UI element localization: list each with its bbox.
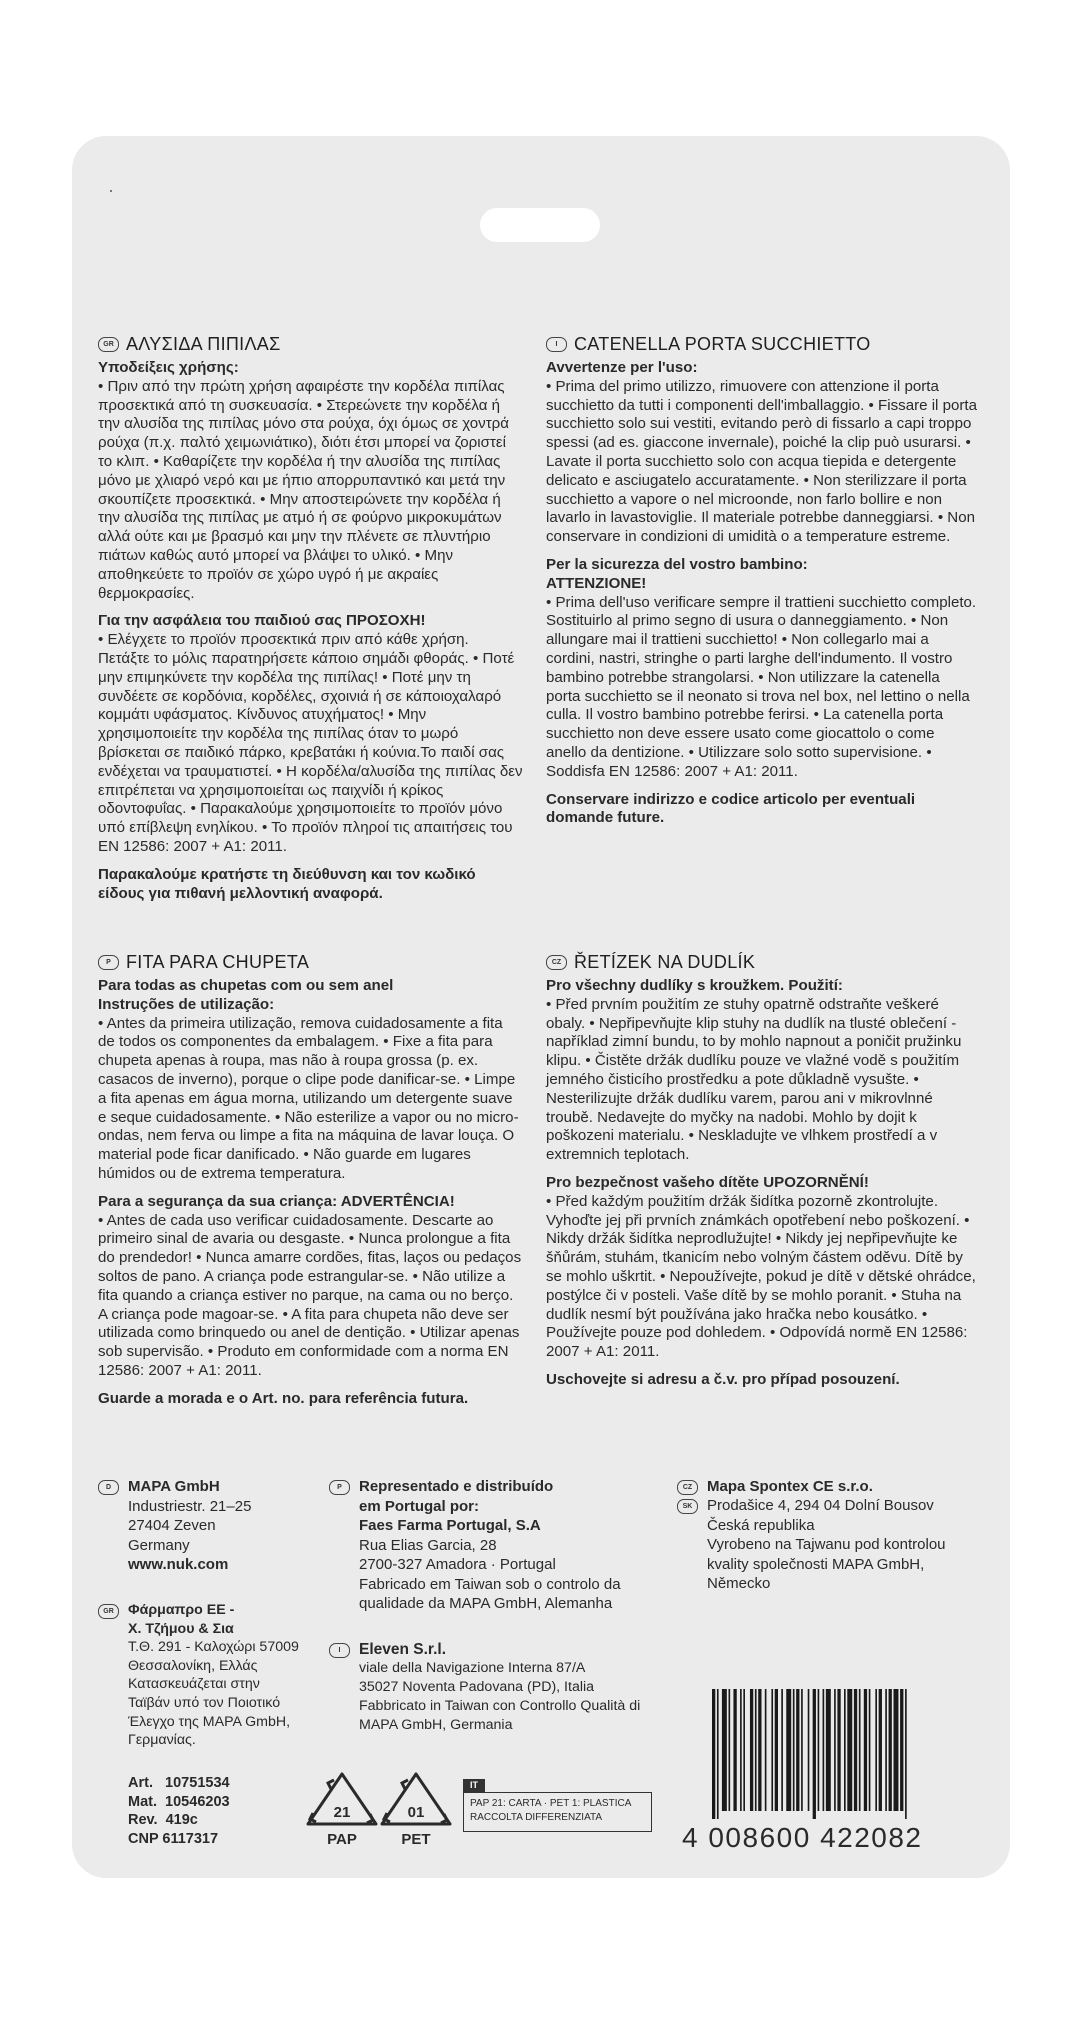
title-pt: FITA PARA CHUPETA bbox=[126, 952, 310, 972]
subtitle-it: Avvertenze per l'uso: bbox=[546, 359, 698, 376]
address-line: Industriestr. 21–25 bbox=[128, 1497, 252, 1515]
recycle-pap bbox=[304, 1770, 380, 1848]
address-line: 35027 Noventa Padovana (PD), Italia bbox=[359, 1679, 595, 1695]
safety-body-pt: • Antes de cada uso verificar cuidadosamente. Descarte ao primeiro sinal de avaria ou desgaste. • Nunca prolongue a fita do prendedor! • Nunca amarre cordões, fitas, laços ou pedaços soltos de pano. A criança pode estrangular-se. • Não utilize a fita quando a criança estiver no parque, na cama ou no berço. A criança pode magoar-se. • A fita para chupeta não deve ser utilizada como brinquedo ou anel de dentição. • Utilizar apenas sob supervisão. • Produto em conformidade com a norma EN 12586: 2007 + A1: 2011. bbox=[98, 1211, 522, 1379]
flag-cz-icon: CZ bbox=[546, 955, 567, 970]
recycling-note-line: RACCOLTA DIFFERENZIATA bbox=[470, 1812, 603, 1823]
print-speck bbox=[110, 190, 112, 192]
recycling-note-box bbox=[463, 1792, 652, 1832]
barcode-bar bbox=[813, 1689, 816, 1819]
subtitle2-pt: Instruções de utilização: bbox=[98, 995, 275, 1013]
pap-label: PAP bbox=[327, 1831, 357, 1848]
barcode-bar bbox=[786, 1689, 791, 1811]
flag-pt-address-icon: P bbox=[329, 1480, 350, 1495]
barcode-bar bbox=[894, 1689, 899, 1811]
revision-number: Rev. 419c bbox=[128, 1812, 198, 1828]
barcode-bar bbox=[900, 1689, 903, 1811]
section-title-it bbox=[546, 333, 978, 355]
website-link: www.nuk.com bbox=[128, 1556, 229, 1573]
barcode-bar bbox=[796, 1689, 799, 1811]
address-line: Θεσσαλονίκη, Ελλάς bbox=[128, 1657, 258, 1674]
barcode-bar bbox=[743, 1689, 745, 1811]
address-line: Κατασκευάζεται στην bbox=[128, 1676, 260, 1693]
body-pt: • Antes da primeira utilização, remova cuidadosamente a fita de todos os componentes da embalagem. • Fixe a fita para chupeta apenas à roupa, mas não à roupa grossa (p. ex. casacos de inverno), porque o clipe pode danificar-se. • Limpe a fita apenas em água morna, utilizando um detergente suave e seque cuidadosamente. • Não esterilize a vapor ou no micro-ondas, nem ferva ou limpe a fita na máquina de lavar louça. O material pode ficar danificado. • Não guarde em lugares húmidos ou de extrema temperatura. bbox=[98, 1014, 519, 1182]
body-it: • Prima del primo utilizzo, rimuovere con attenzione il porta succhietto da tutti i componenti dell'imballaggio. • Fissare il porta succhietto solo sui vestiti, evitando però di fissarlo a capi troppo spessi (ad es. giaccone invernale), poiché la clip può usurarsi. • Lavate il porta succhietto solo con acqua tiepida e detergente delicato e asciugatelo accuratamente. • Non sterilizzare il porta succhietto a vapore o nel microonde, non farlo bollire e non lavarlo in lavastoviglie. Il materiale potrebbe danneggiarsi. • Non conservare in condizioni di umidità o a temperature estreme. bbox=[546, 377, 978, 546]
body-gr: • Πριν από την πρώτη χρήση αφαιρέστε την κορδέλα πιπίλας προσεκτικά από τη συσκευασία. • Στερεώνετε την κορδέλα ή την αλυσίδα της πιπίλας μόνο στα ρούχα, όχι όμως σε χοντρά ρούχα (π.χ. παλτό χειμωνιάτικο), διότι έτσι μπορεί να ζοριστεί το κλιπ. • Καθαρίζετε την κορδέλα ή την αλυσίδα της πιπίλας μόνο με χλιαρό νερό και με ήπιο απορρυπαντικό και μετά την σκουπίζετε προσεκτικά. • Μην αποστειρώνετε την κορδέλα ή την αλυσίδα της πιπίλας με ατμό ή σε φούρνο μικροκυμάτων αλλά ούτε και με βρασμό και μην την πλένετε σε πλυντήριο πιάτων καθώς αυτό μπορεί να βλάψει το υλικό. • Μην αποθηκεύετε το προϊόν σε χώρο υγρό ή με ακραίες θερμοκρασίες. bbox=[98, 377, 509, 602]
barcode-bar bbox=[864, 1689, 867, 1811]
address-line: Ταϊβάν υπό τον Ποιοτικό bbox=[128, 1694, 281, 1711]
barcode-bar bbox=[755, 1689, 757, 1811]
address-line: Rua Elias Garcia, 28 bbox=[359, 1536, 497, 1554]
address-cz bbox=[682, 1477, 873, 1497]
barcode-bar bbox=[758, 1689, 761, 1811]
barcode-bar bbox=[793, 1689, 795, 1811]
it-tag: IT bbox=[463, 1779, 485, 1792]
barcode-bar bbox=[859, 1689, 861, 1811]
safety-title-it: Per la sicurezza del vostro bambino: bbox=[546, 555, 808, 573]
recycle-triangle-pet-icon bbox=[378, 1770, 454, 1828]
address-line: Česká republika bbox=[707, 1516, 815, 1534]
address-de bbox=[105, 1477, 252, 1575]
address-line: Fabricado em Taiwan sob o controlo da bbox=[359, 1575, 621, 1593]
barcode-bar bbox=[879, 1689, 882, 1811]
footer-it: Conservare indirizzo e codice articolo per eventuali domande future. bbox=[546, 790, 916, 827]
address-gr bbox=[103, 1601, 299, 1750]
address-line: viale della Navigazione Interna 87/A bbox=[359, 1660, 586, 1676]
safety-title2-it: ATTENZIONE! bbox=[546, 574, 647, 592]
cnp-number: CNP 6117317 bbox=[128, 1830, 219, 1847]
article-number: Art. 10751534 bbox=[128, 1775, 230, 1791]
flag-gr-address-icon: GR bbox=[98, 1604, 119, 1619]
recycle-pet bbox=[378, 1770, 454, 1848]
address-line: Γερμανίας. bbox=[128, 1732, 196, 1749]
address-de-company: MAPA GmbH bbox=[128, 1478, 220, 1495]
pap-code: 21 bbox=[333, 1804, 351, 1821]
title-cz: ŘETÍZEK NA DUDLÍK bbox=[574, 952, 756, 972]
barcode-icon bbox=[710, 1689, 968, 1819]
barcode-bar bbox=[740, 1689, 742, 1811]
address-line: 2700-327 Amadora · Portugal bbox=[359, 1556, 556, 1573]
safety-title-gr: Για την ασφάλεια του παιδιού σας ΠΡΟΣΟΧΗ! bbox=[98, 612, 426, 630]
section-greek bbox=[98, 333, 523, 903]
barcode-bar bbox=[775, 1689, 778, 1811]
barcode-bar bbox=[733, 1689, 736, 1811]
barcode-bar bbox=[889, 1689, 892, 1811]
subtitle-cz: Pro všechny dudlíky s kroužkem. Použití: bbox=[546, 977, 843, 994]
address-line: Τ.Θ. 291 - Καλοχώρι 57009 bbox=[128, 1639, 299, 1656]
address-gr-company: Φάρμαπρο ΕΕ - bbox=[128, 1602, 235, 1618]
footer-cz: Uschovejte si adresu a č.v. pro případ posouzení. bbox=[546, 1370, 900, 1388]
barcode-bar bbox=[834, 1689, 836, 1811]
address-line: MAPA GmbH, Germania bbox=[359, 1717, 513, 1733]
address-line: kvality společnosti MAPA GmbH, bbox=[707, 1555, 925, 1573]
address-pt-company: Faes Farma Portugal, S.A bbox=[359, 1517, 541, 1534]
safety-title-pt: Para a segurança da sua criança: ADVERTÊNCIA! bbox=[98, 1192, 455, 1210]
barcode-bar bbox=[905, 1689, 907, 1819]
address-line: Prodašice 4, 294 04 Dolní Bousov bbox=[707, 1497, 934, 1514]
barcode-bar bbox=[826, 1689, 831, 1811]
section-title-pt bbox=[98, 951, 523, 973]
title-it: CATENELLA PORTA SUCCHIETTO bbox=[574, 334, 871, 354]
barcode-bar bbox=[808, 1689, 810, 1811]
address-it-company: Eleven S.r.l. bbox=[359, 1641, 447, 1658]
section-italian bbox=[546, 333, 978, 828]
recycling-note-line: PAP 21: CARTA · PET 1: PLASTICA bbox=[470, 1798, 632, 1809]
pet-code: 01 bbox=[407, 1804, 425, 1821]
address-line: Έλεγχο της MAPA GmbH, bbox=[128, 1713, 291, 1730]
barcode-bar bbox=[771, 1689, 773, 1811]
title-gr: ΑΛΥΣΙΔΑ ΠΙΠΙΛΑΣ bbox=[126, 334, 281, 354]
hanging-hole bbox=[480, 208, 600, 242]
barcode-bar bbox=[801, 1689, 803, 1811]
pet-label: PET bbox=[401, 1831, 431, 1848]
section-title-cz bbox=[546, 951, 978, 973]
barcode-bars bbox=[712, 1689, 907, 1819]
recycle-triangle-pap-icon bbox=[304, 1770, 380, 1828]
address-line: qualidade da MAPA GmbH, Alemanha bbox=[359, 1595, 613, 1612]
subtitle-gr: Υποδείξεις χρήσης: bbox=[98, 359, 239, 376]
barcode-number: 4 008600 422082 bbox=[682, 1822, 923, 1853]
barcode-bar bbox=[729, 1689, 731, 1811]
section-title-gr bbox=[98, 333, 523, 355]
address-gr-company: Χ. Τζήμου & Σια bbox=[128, 1620, 234, 1637]
address-line: Germany bbox=[128, 1536, 190, 1554]
address-sk bbox=[682, 1496, 946, 1594]
barcode-bar bbox=[869, 1689, 871, 1811]
address-line: Vyrobeno na Tajwanu pod kontrolou bbox=[707, 1536, 946, 1553]
article-numbers bbox=[128, 1774, 230, 1848]
barcode-bar bbox=[750, 1689, 753, 1811]
barcode-bar bbox=[717, 1689, 719, 1819]
flag-de-icon: D bbox=[98, 1480, 119, 1495]
barcode-bar bbox=[854, 1689, 857, 1811]
barcode-bar bbox=[847, 1689, 852, 1811]
flag-it-icon: I bbox=[546, 337, 567, 352]
safety-body-cz: • Před každým použitím držák šidítka pozorně zkontrolujte. Vyhoďte jej při prvních známkách opotřebení nebo poškození. • Nikdy držák šidítka neprodlužujte! • Nikdy jej nepřipevňujte ke šňůrám, stuhám, tkanicím nebo volným částem oděvu. Dítě by se mohlo uškrtit. • Nepoužívejte, pokud je dítě v dětské ohrádce, postýlce či v posteli. Vaše dítě by se mohlo poranit. • Stuha na dudlík nesmí být používána jako hračka nebo kousátko. • Používejte pouze pod dohledem. • Odpovídá normě EN 12586: 2007 + A1: 2011. bbox=[546, 1192, 976, 1361]
address-line: em Portugal por: bbox=[359, 1497, 480, 1515]
barcode-bar bbox=[837, 1689, 840, 1811]
barcode-bar bbox=[885, 1689, 887, 1811]
footer-pt: Guarde a morada e o Art. no. para referência futura. bbox=[98, 1389, 469, 1407]
body-cz: • Před prvním použitím ze stuhy opatrně odstraňte veškeré obaly. • Nepřipevňujte klip stuhy na dudlík na tlusté oblečení - například zimní bundu, to by mohlo napnout a poničit pružinku klipu. • Čistěte držák dudlíku pouze ve vlažné vodě s použitím jemného čisticího prostředku a pote důkladně vysušte. • Nesterilizujte držák dudlíku varem, parou ani v mikrovlnné troubě. Nedavejte do myčky na nadobi. Mohlo by dojit k poškozeni materialu. • Neskladujte ve vlhkem prostředí a v extremnich teplotach. bbox=[546, 995, 962, 1164]
flag-pt-icon: P bbox=[98, 955, 119, 970]
flag-it-address-icon: I bbox=[329, 1643, 350, 1658]
flag-gr-icon: GR bbox=[98, 337, 119, 352]
barcode-bar bbox=[823, 1689, 825, 1811]
address-line: Německo bbox=[707, 1575, 771, 1592]
address-pt bbox=[337, 1477, 621, 1614]
safety-body-it: • Prima dell'uso verificare sempre il trattieni succhietto completo. Sostituirlo al primo segno di usura o danneggiamento. • Non allungare mai il trattieni succhietto! • Non collegarlo mai a cordini, nastri, stringhe o parti larghe dell'indumento. Il vostro bambino potrebbe strangolarsi. • Non utilizzare la catenella porta succhietto se il neonato si trova nel box, nel lettino o nella culla. Il vostro bambino potrebbe ferirsi. • La catenella porta succhietto non deve essere usato come giocattolo o come anello da dentizione. • Utilizzare solo sotto supervisione. • Soddisfa EN 12586: 2007 + A1: 2011. bbox=[546, 593, 977, 780]
address-cz-company: Mapa Spontex CE s.r.o. bbox=[707, 1478, 873, 1495]
address-line: Fabbricato in Taiwan con Controllo Qualità di bbox=[359, 1698, 641, 1714]
barcode-bar bbox=[844, 1689, 846, 1811]
barcode-bar bbox=[781, 1689, 783, 1811]
barcode-bar bbox=[722, 1689, 727, 1811]
footer-gr: Παρακαλούμε κρατήστε τη διεύθυνση και τον κωδικό είδους για πιθανή μελλοντική αναφορά. bbox=[98, 865, 476, 902]
flag-cz-address-icon: CZ bbox=[677, 1480, 698, 1495]
barcode-bar bbox=[875, 1689, 877, 1811]
section-czech bbox=[546, 951, 978, 1390]
safety-title-cz: Pro bezpečnost vašeho dítěte UPOZORNĚNÍ! bbox=[546, 1173, 869, 1191]
section-portuguese bbox=[98, 951, 523, 1409]
subtitle-pt: Para todas as chupetas com ou sem anel bbox=[98, 977, 394, 994]
material-number: Mat. 10546203 bbox=[128, 1793, 230, 1810]
address-it bbox=[338, 1640, 641, 1735]
flag-sk-icon: SK bbox=[677, 1499, 698, 1514]
barcode-bar bbox=[765, 1689, 767, 1811]
address-line: Representado e distribuído bbox=[359, 1478, 554, 1495]
barcode-bar bbox=[818, 1689, 820, 1811]
address-line: 27404 Zeven bbox=[128, 1517, 216, 1534]
barcode-bar bbox=[712, 1689, 715, 1819]
safety-body-gr: • Ελέγχετε το προϊόν προσεκτικά πριν από κάθε χρήση. Πετάξτε το μόλις παρατηρήσετε κάποιο σημάδι φθοράς. • Ποτέ μην επιμηκύνετε την κορδέλα της πιπίλας! • Ποτέ μην τη συνδέετε σε κορδόνια, κορδέλες, σχοινιά ή σε κάποιοχαλαρό κομμάτι υφάσματος. Κίνδυνος ατυχήματος! • Μην χρησιμοποιείτε την κορδέλα της πιπίλας όταν το μωρό βρίσκεται σε παιδικό πάρκο, κρεβατάκι ή κούνια.Το παιδί σας ενδέχεται να τραυματιστεί. • Η κορδέλα/αλυσίδα της πιπίλας δεν επιτρέπεται να χρησιμοποιείται ως παιχνίδι ή κρίκος οδοντοφυΐας. • Παρακαλούμε χρησιμοποιείτε το προϊόν μόνο υπό επίβλεψη ενηλίκου. • Το προϊόν πληροί τις απαιτήσεις του EN 12586: 2007 + A1: 2011. bbox=[98, 631, 523, 855]
